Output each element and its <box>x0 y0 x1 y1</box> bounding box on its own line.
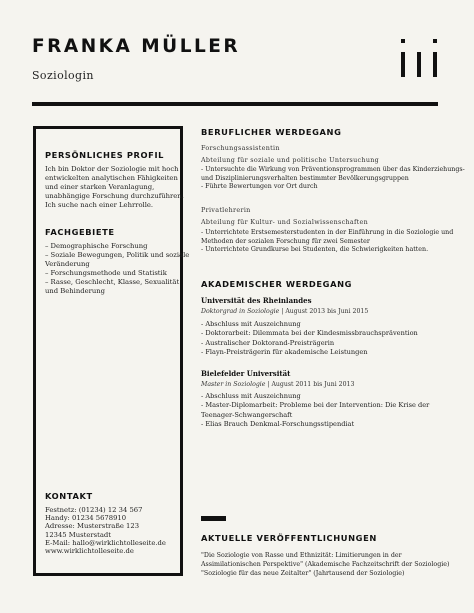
fields-list: – Demographische Forschung – Soziale Bewegungen, Politik und soziale Veränderung – Forschungsmethode und Statistik – Rasse, Geschlecht, Klasse, Sexualität und Behinderung <box>45 242 190 295</box>
profile-text: Ich bin Doktor der Soziologie mit hoch entwickelten analytischen Fähigkeiten und einer starken Veranlagung, unabhängige Forschung durchzuführen. Ich suche nach einer Lehrrolle. <box>45 165 184 209</box>
job-department: Abteilung für Kultur- und Sozialwissenschaften <box>201 218 369 226</box>
degree-line: Doktorgrad in Soziologie | August 2013 bis Juni 2015 <box>201 308 369 315</box>
resume-name: FRANKA MÜLLER <box>32 36 241 57</box>
resume-role: Soziologin <box>32 69 94 82</box>
school-name: Universität des Rheinlandes <box>201 296 312 305</box>
publications-divider <box>201 516 226 521</box>
degree-line: Master in Soziologie | August 2011 bis Juni 2013 <box>201 381 355 388</box>
job-department: Abteilung für soziale und politische Untersuchung <box>201 156 380 164</box>
job-title: Privatlehrerin <box>201 206 251 214</box>
publications-list: "Die Soziologie von Rasse und Ethnizität: Limitierungen in der Assimilationischen Perspektive" (Akademische Fachzeitschrift der Soziologie) "Soziologie für das neue Zeitalter" (Jahrtausend der Soziologie) <box>201 552 450 577</box>
job-title: Forschungsassistentin <box>201 144 280 152</box>
school-name: Bielefelder Universität <box>201 369 291 378</box>
logo-icon <box>399 39 439 77</box>
header-divider <box>32 102 438 106</box>
contact-info: Festnetz: (01234) 12 34 567 Handy: 01234 5678910 Adresse: Musterstraße 123 12345 Musterstadt E-Mail: hallo@wirklichtolleseite.de www.wirklichtolleseite.de <box>45 506 166 556</box>
education-heading: AKADEMISCHER WERDEGANG <box>201 279 353 289</box>
job-bullets: - Untersuchte die Wirkung von Präventionsprogrammen über das Kinderziehungs- und Disziplinierungsverhalten bestimmter Bevölkerungsgruppen - Führte Bewertungen vor Ort durch <box>201 166 465 191</box>
experience-heading: BERUFLICHER WERDEGANG <box>201 127 342 137</box>
education-bullets: - Abschluss mit Auszeichnung - Master-Diplomarbeit: Probleme bei der Intervention: Die Krise der Teenager-Schwangerschaft - Elias Brauch Denkmal-Forschungsstipendiat <box>201 392 430 428</box>
profile-heading: PERSÖNLICHES PROFIL <box>45 150 165 160</box>
fields-heading: FACHGEBIETE <box>45 227 115 237</box>
contact-heading: KONTAKT <box>45 491 93 501</box>
education-bullets: - Abschluss mit Auszeichnung - Doktorarbeit: Dilemmata bei der Kindesmissbrauchsprävention - Australischer Doktorand-Preisträgerin - Flayn-Preisträgerin für akademische Leistungen <box>201 320 418 356</box>
publications-heading: AKTUELLE VERÖFFENTLICHUNGEN <box>201 533 377 543</box>
job-bullets: - Unterrichtete Erstsemesterstudenten in der Einführung in die Soziologie und Methoden der sozialen Forschung für zwei Semester - Unterrichtete Grundkurse bei Studenten, die Schwierigkeiten hatten. <box>201 229 454 254</box>
